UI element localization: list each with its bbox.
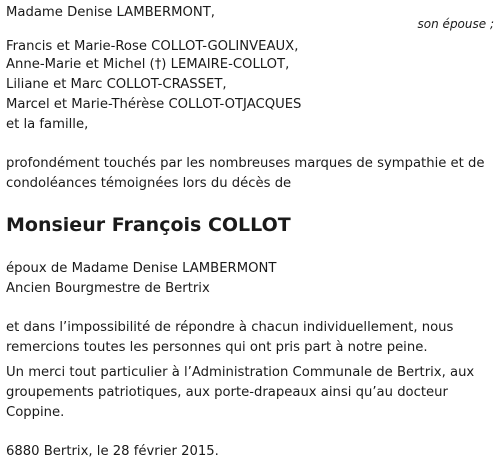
thanks-line: remercions toutes les personnes qui ont pris part à notre peine.	[6, 340, 428, 355]
place-date: 6880 Bertrix, le 28 février 2015.	[6, 444, 219, 459]
special-thanks-line: Un merci tout particulier à l’Administration Communale de Bertrix, aux	[6, 365, 475, 380]
special-thanks-line: Coppine.	[6, 405, 65, 420]
intro-line: profondément touchés par les nombreuses marques de sympathie et de	[6, 156, 485, 171]
family-line: Liliane et Marc COLLOT-CRASSET,	[6, 77, 227, 92]
spouse-line: Madame Denise LAMBERMONT,	[6, 5, 215, 20]
family-line: Francis et Marie-Rose COLLOT-GOLINVEAUX,	[6, 39, 299, 54]
family-line: Marcel et Marie-Thérèse COLLOT-OTJACQUES	[6, 97, 302, 112]
title-line: époux de Madame Denise LAMBERMONT	[6, 261, 277, 276]
family-line: et la famille,	[6, 117, 89, 132]
intro-line: condoléances témoignées lors du décès de	[6, 176, 292, 191]
family-line: Anne-Marie et Michel (†) LEMAIRE-COLLOT,	[6, 57, 290, 72]
special-thanks-line: groupements patriotiques, aux porte-drapeaux ainsi qu’au docteur	[6, 385, 448, 400]
thanks-line: et dans l’impossibilité de répondre à chacun individuellement, nous	[6, 320, 454, 335]
spouse-note: son épouse ;	[417, 17, 494, 31]
deceased-name: Monsieur François COLLOT	[6, 214, 291, 236]
title-line: Ancien Bourgmestre de Bertrix	[6, 281, 210, 296]
